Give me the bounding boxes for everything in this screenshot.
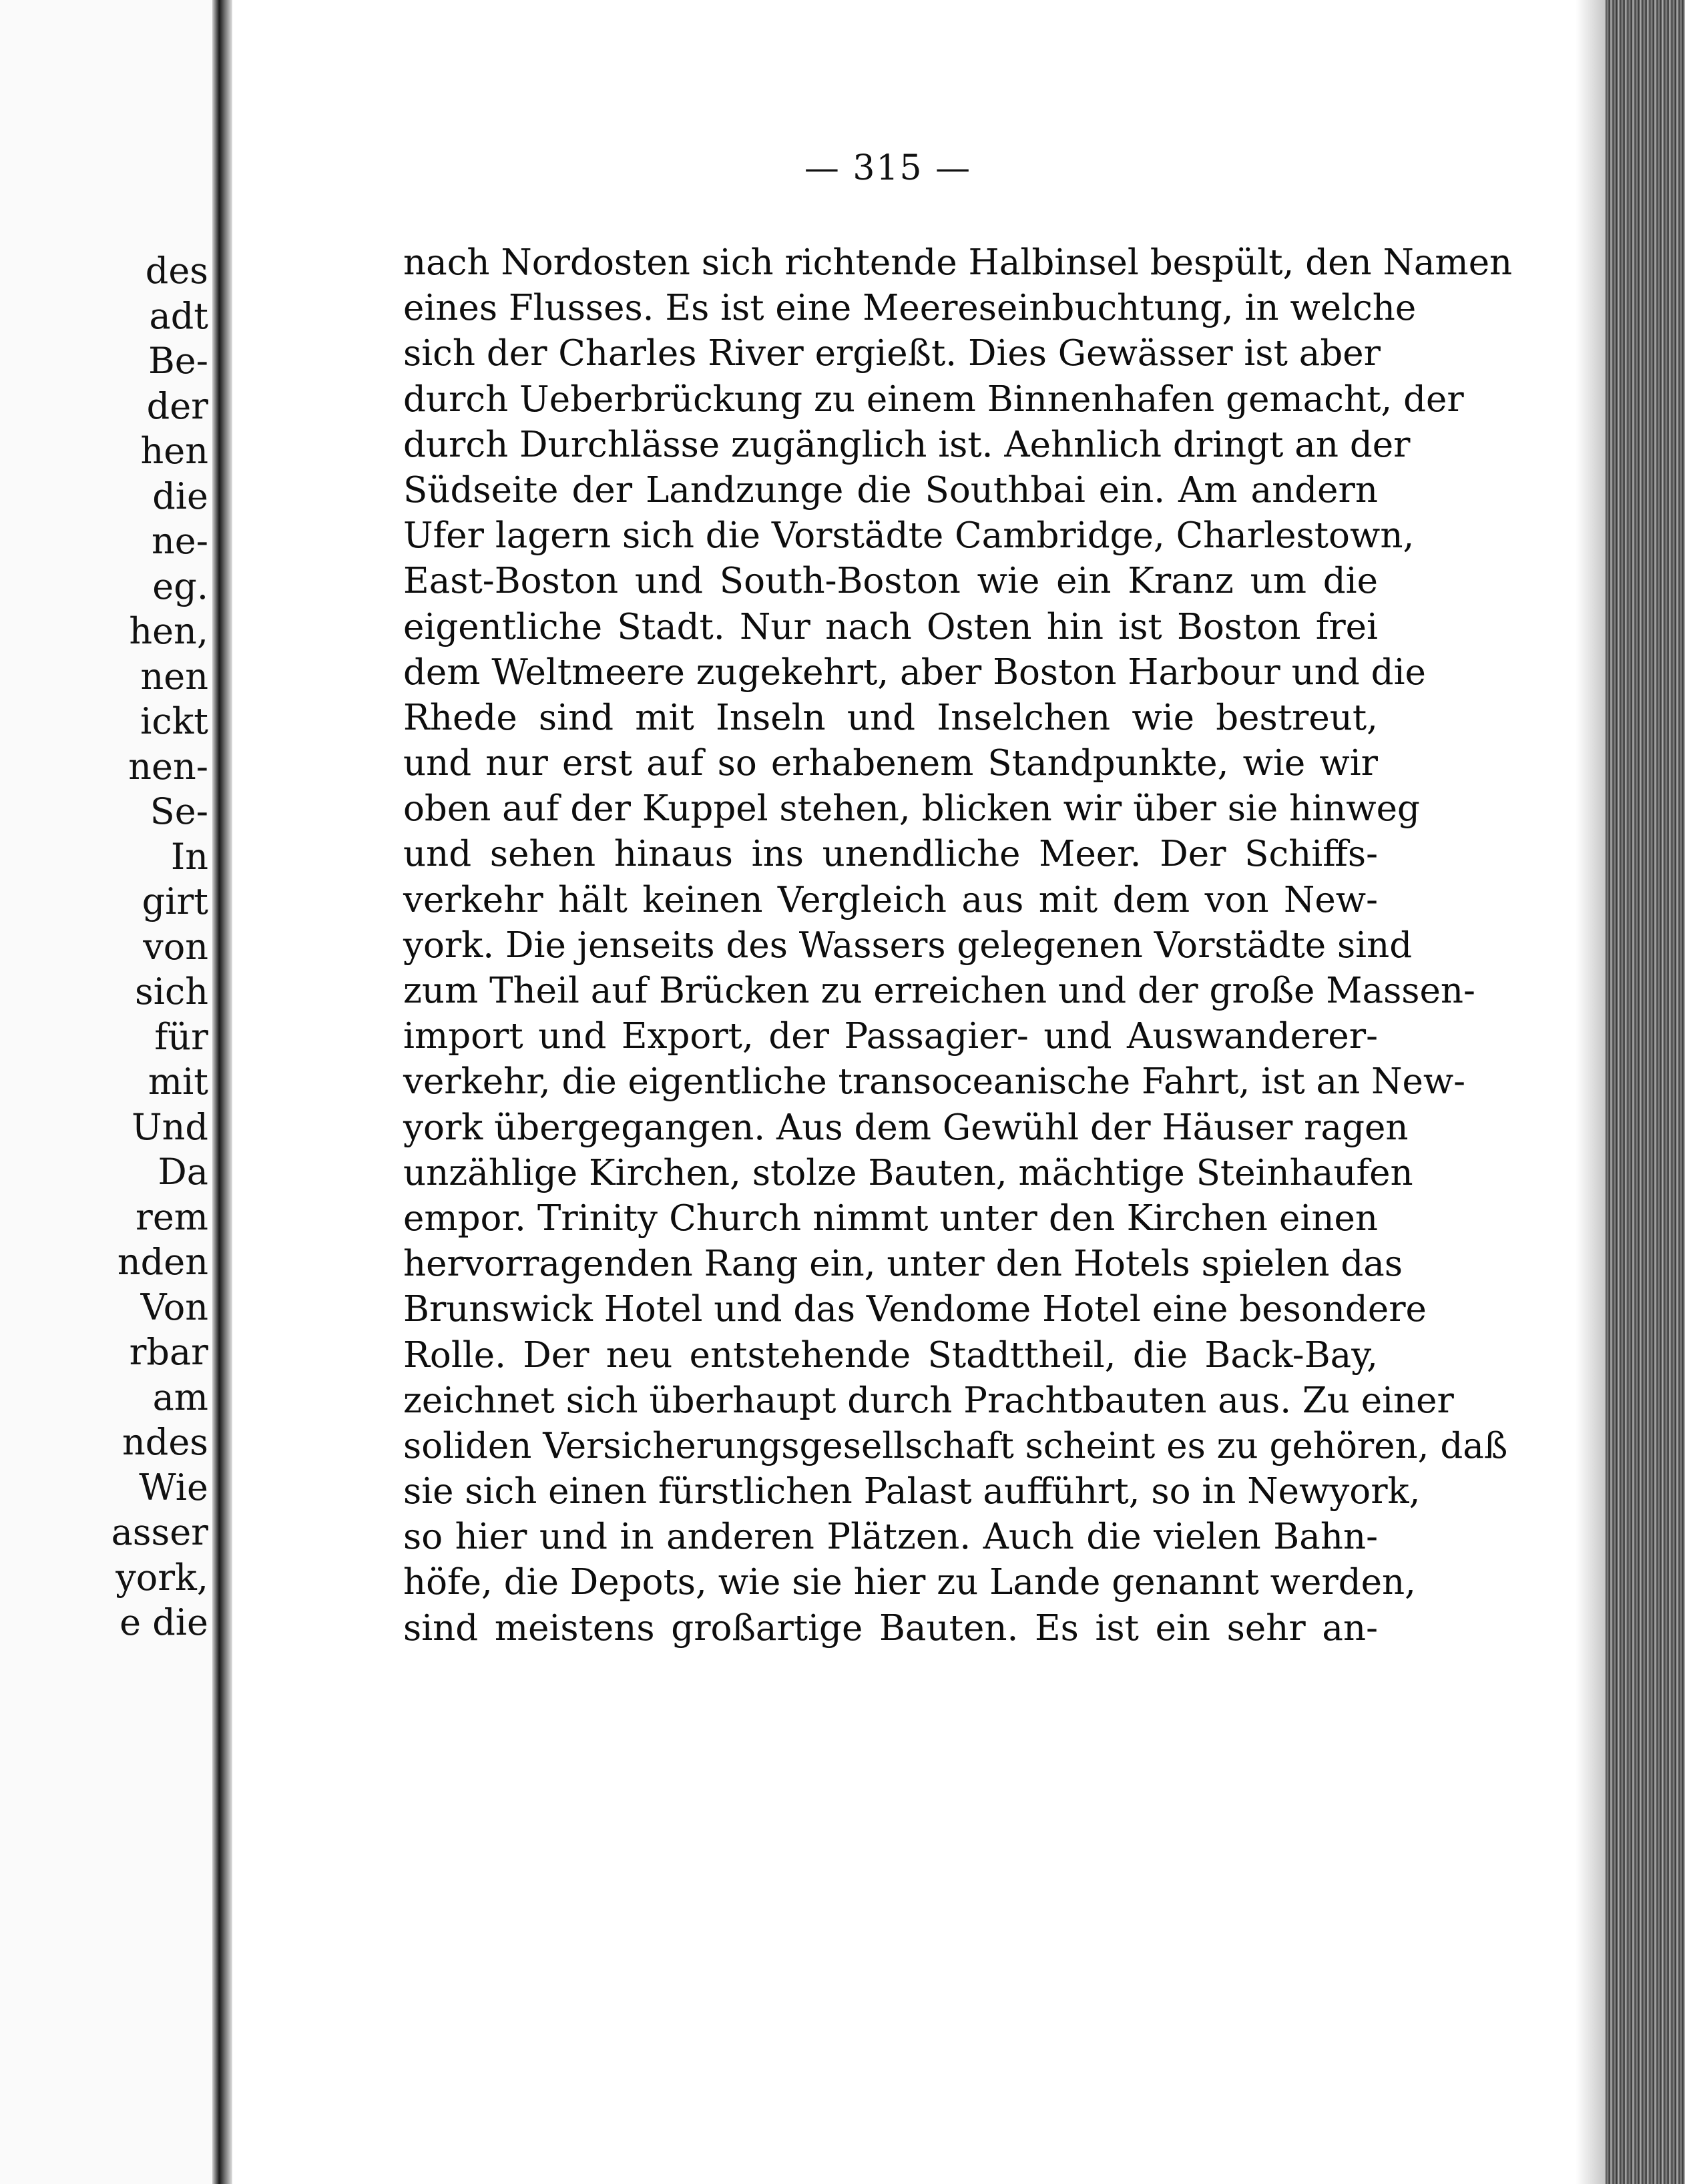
- left-line: ickt: [140, 700, 208, 742]
- left-line: rem: [136, 1195, 208, 1238]
- left-line: für: [154, 1015, 208, 1058]
- text-line: und nur erst auf so erhabenem Standpunkte, wie wir: [403, 743, 1378, 784]
- left-line: sich: [134, 971, 208, 1013]
- page-stack-edge: [1606, 0, 1685, 2184]
- text-line: durch Durchlässe zugänglich ist. Aehnlich dringt an der: [403, 424, 1411, 465]
- left-line: von: [143, 925, 208, 968]
- left-line: die: [152, 475, 208, 517]
- text-line: höfe, die Depots, wie sie hier zu Lande genannt werden,: [403, 1562, 1416, 1603]
- left-line: nden: [117, 1241, 208, 1283]
- left-line: der: [146, 384, 208, 427]
- left-line: Von: [140, 1286, 208, 1328]
- text-line: Rhede sind mit Inseln und Inselchen wie bestreut,: [403, 697, 1378, 738]
- text-line: soliden Versicherungsgesellschaft scheint es zu gehören, daß: [403, 1425, 1508, 1466]
- left-line: e die: [119, 1601, 208, 1643]
- left-line: am: [152, 1376, 208, 1418]
- left-line: ne-: [152, 520, 208, 562]
- left-line: mit: [148, 1061, 208, 1103]
- left-line: asser: [111, 1511, 208, 1553]
- left-line: hen,: [129, 610, 208, 652]
- text-line: sie sich einen fürstlichen Palast aufführt, so in Newyork,: [403, 1471, 1421, 1513]
- text-line: unzählige Kirchen, stolze Bauten, mächtige Steinhaufen: [403, 1152, 1413, 1193]
- text-line: dem Weltmeere zugekehrt, aber Boston Harbour und die: [403, 651, 1426, 693]
- text-line: eigentliche Stadt. Nur nach Osten hin ist Boston frei: [403, 606, 1378, 647]
- text-line: sind meistens großartige Bauten. Es ist ein sehr an-: [403, 1607, 1378, 1649]
- left-line: Be-: [148, 340, 208, 382]
- left-line: adt: [149, 294, 208, 337]
- left-line: nen: [140, 655, 208, 698]
- left-line: nen-: [128, 745, 208, 788]
- text-line: hervorragenden Rang ein, unter den Hotels spielen das: [403, 1244, 1403, 1285]
- text-line: zum Theil auf Brücken zu erreichen und der große Massen-: [403, 971, 1475, 1011]
- text-line: Rolle. Der neu entstehende Stadttheil, die Back-Bay,: [403, 1334, 1378, 1376]
- left-page-fragment: [0, 0, 220, 2184]
- page-number-header: — 315 —: [804, 148, 972, 188]
- left-line: hen: [140, 430, 208, 472]
- text-line: Brunswick Hotel und das Vendome Hotel eine besondere: [403, 1289, 1427, 1330]
- text-line: york übergegangen. Aus dem Gewühl der Häuser ragen: [403, 1107, 1409, 1148]
- left-line: des: [145, 250, 208, 292]
- left-line: york,: [115, 1556, 208, 1599]
- left-line: girt: [142, 880, 208, 922]
- left-line: Da: [158, 1151, 208, 1193]
- text-line: eines Flusses. Es ist eine Meereseinbuchtung, in welche: [403, 288, 1417, 329]
- left-line: In: [170, 835, 208, 878]
- text-line: Südseite der Landzunge die Southbai ein. Am andern: [403, 469, 1378, 511]
- body-text: [403, 240, 1513, 1651]
- left-line: ndes: [122, 1421, 208, 1463]
- text-line: zeichnet sich überhaupt durch Prachtbauten aus. Zu einer: [403, 1380, 1454, 1421]
- left-line: Wie: [139, 1466, 208, 1509]
- text-line: East-Boston und South-Boston wie ein Kranz um die: [403, 561, 1378, 602]
- text-line: import und Export, der Passagier- und Auswanderer-: [403, 1016, 1378, 1057]
- left-page-text: [0, 248, 208, 1645]
- book-gutter: [212, 0, 232, 2184]
- left-line: rbar: [129, 1331, 208, 1373]
- text-line: verkehr hält keinen Vergleich aus mit dem von New-: [403, 879, 1378, 920]
- text-line: oben auf der Kuppel stehen, blicken wir über sie hinweg: [403, 788, 1420, 830]
- text-line: nach Nordosten sich richtende Halbinsel bespült, den Namen: [403, 242, 1513, 283]
- text-line: und sehen hinaus ins unendliche Meer. Der Schiffs-: [403, 834, 1378, 875]
- text-line: york. Die jenseits des Wassers gelegenen Vorstädte sind: [403, 924, 1413, 966]
- left-line: Se-: [150, 790, 208, 832]
- text-line: verkehr, die eigentliche transoceanische Fahrt, ist an New-: [403, 1061, 1466, 1103]
- text-line: so hier und in anderen Plätzen. Auch die vielen Bahn-: [403, 1517, 1378, 1558]
- page-edge-shadow: [1576, 0, 1609, 2184]
- text-line: empor. Trinity Church nimmt unter den Kirchen einen: [403, 1197, 1378, 1239]
- text-line: durch Ueberbrückung zu einem Binnenhafen gemacht, der: [403, 378, 1464, 420]
- left-line: Und: [132, 1105, 208, 1148]
- left-line: eg.: [152, 565, 208, 607]
- text-line: Ufer lagern sich die Vorstädte Cambridge, Charlestown,: [403, 515, 1415, 557]
- text-line: sich der Charles River ergießt. Dies Gewässer ist aber: [403, 333, 1381, 374]
